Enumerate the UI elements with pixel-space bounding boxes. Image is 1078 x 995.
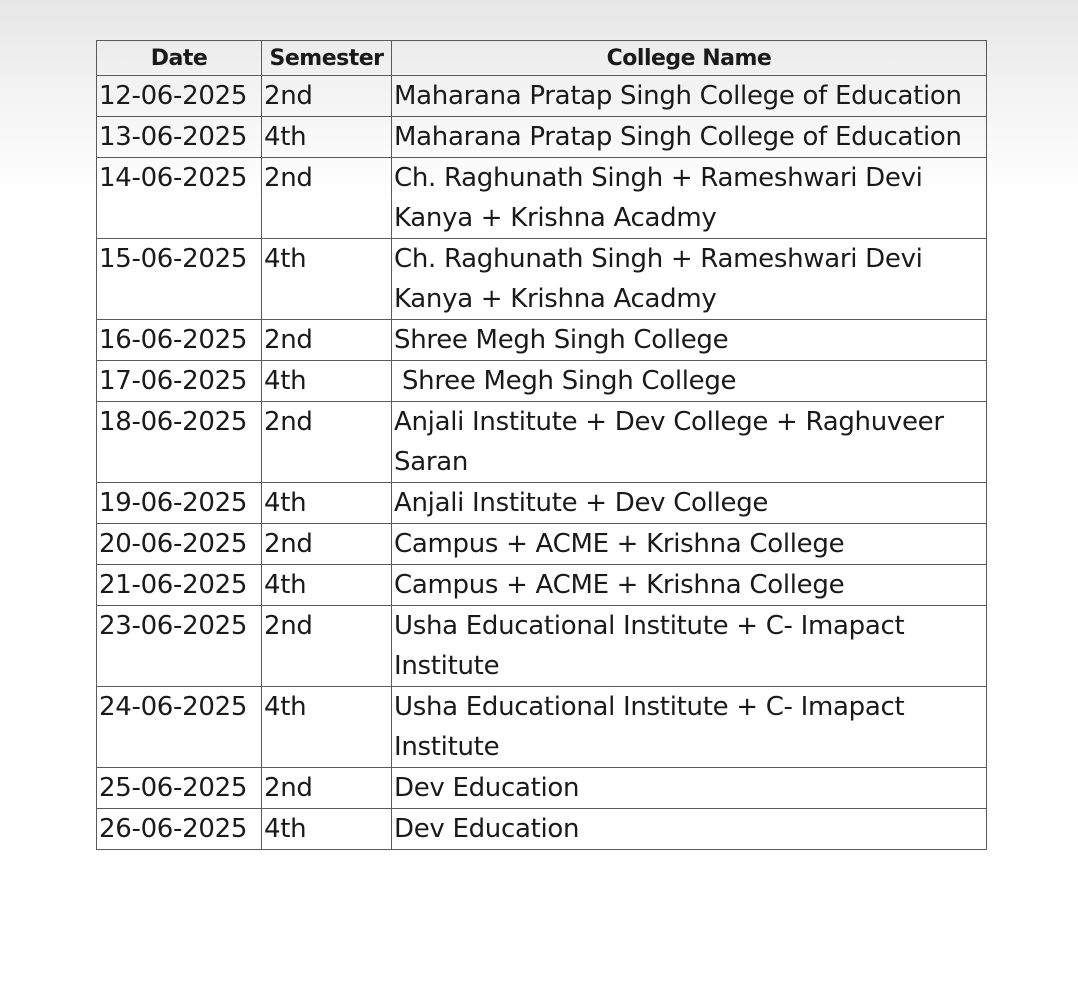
college-name-cell: Usha Educational Institute + C- Imapact Institute <box>392 687 987 768</box>
semester-cell: 2nd <box>262 606 392 687</box>
college-name-cell: Maharana Pratap Singh College of Education <box>392 76 987 117</box>
date-cell: 26-06-2025 <box>97 809 262 850</box>
semester-cell: 2nd <box>262 768 392 809</box>
table-row <box>97 117 987 158</box>
college-name-cell: Ch. Raghunath Singh + Rameshwari Devi Kanya + Krishna Acadmy <box>392 239 987 320</box>
college-name-cell: Anjali Institute + Dev College <box>392 483 987 524</box>
date-cell: 23-06-2025 <box>97 606 262 687</box>
table-row <box>97 239 987 320</box>
date-cell: 17-06-2025 <box>97 361 262 402</box>
college-name-cell: Usha Educational Institute + C- Imapact Institute <box>392 606 987 687</box>
date-cell: 12-06-2025 <box>97 76 262 117</box>
semester-cell: 4th <box>262 809 392 850</box>
table-row <box>97 768 987 809</box>
semester-cell: 4th <box>262 687 392 768</box>
schedule-sheet <box>96 40 986 850</box>
college-name-cell: Dev Education <box>392 809 987 850</box>
semester-cell: 2nd <box>262 402 392 483</box>
date-cell: 25-06-2025 <box>97 768 262 809</box>
table-row <box>97 687 987 768</box>
header-semester: Semester <box>262 41 392 76</box>
date-cell: 18-06-2025 <box>97 402 262 483</box>
semester-cell: 2nd <box>262 158 392 239</box>
schedule-table <box>96 40 987 850</box>
date-cell: 14-06-2025 <box>97 158 262 239</box>
semester-cell: 4th <box>262 483 392 524</box>
semester-cell: 2nd <box>262 76 392 117</box>
table-row <box>97 565 987 606</box>
college-name-cell: Campus + ACME + Krishna College <box>392 565 987 606</box>
college-name-cell: Shree Megh Singh College <box>392 320 987 361</box>
semester-cell: 4th <box>262 117 392 158</box>
table-row <box>97 361 987 402</box>
date-cell: 24-06-2025 <box>97 687 262 768</box>
college-name-cell: Maharana Pratap Singh College of Education <box>392 117 987 158</box>
table-row <box>97 402 987 483</box>
college-name-cell: Shree Megh Singh College <box>392 361 987 402</box>
table-header-row <box>97 41 987 76</box>
college-name-cell: Campus + ACME + Krishna College <box>392 524 987 565</box>
college-name-cell: Ch. Raghunath Singh + Rameshwari Devi Kanya + Krishna Acadmy <box>392 158 987 239</box>
table-row <box>97 809 987 850</box>
semester-cell: 4th <box>262 239 392 320</box>
table-row <box>97 158 987 239</box>
table-row <box>97 76 987 117</box>
date-cell: 13-06-2025 <box>97 117 262 158</box>
header-date: Date <box>97 41 262 76</box>
semester-cell: 2nd <box>262 524 392 565</box>
table-row <box>97 606 987 687</box>
college-name-cell: Anjali Institute + Dev College + Raghuveer Saran <box>392 402 987 483</box>
college-name-cell: Dev Education <box>392 768 987 809</box>
date-cell: 15-06-2025 <box>97 239 262 320</box>
date-cell: 16-06-2025 <box>97 320 262 361</box>
table-row <box>97 320 987 361</box>
semester-cell: 2nd <box>262 320 392 361</box>
table-row <box>97 483 987 524</box>
date-cell: 21-06-2025 <box>97 565 262 606</box>
semester-cell: 4th <box>262 565 392 606</box>
header-college-name: College Name <box>392 41 987 76</box>
table-row <box>97 524 987 565</box>
semester-cell: 4th <box>262 361 392 402</box>
date-cell: 19-06-2025 <box>97 483 262 524</box>
date-cell: 20-06-2025 <box>97 524 262 565</box>
